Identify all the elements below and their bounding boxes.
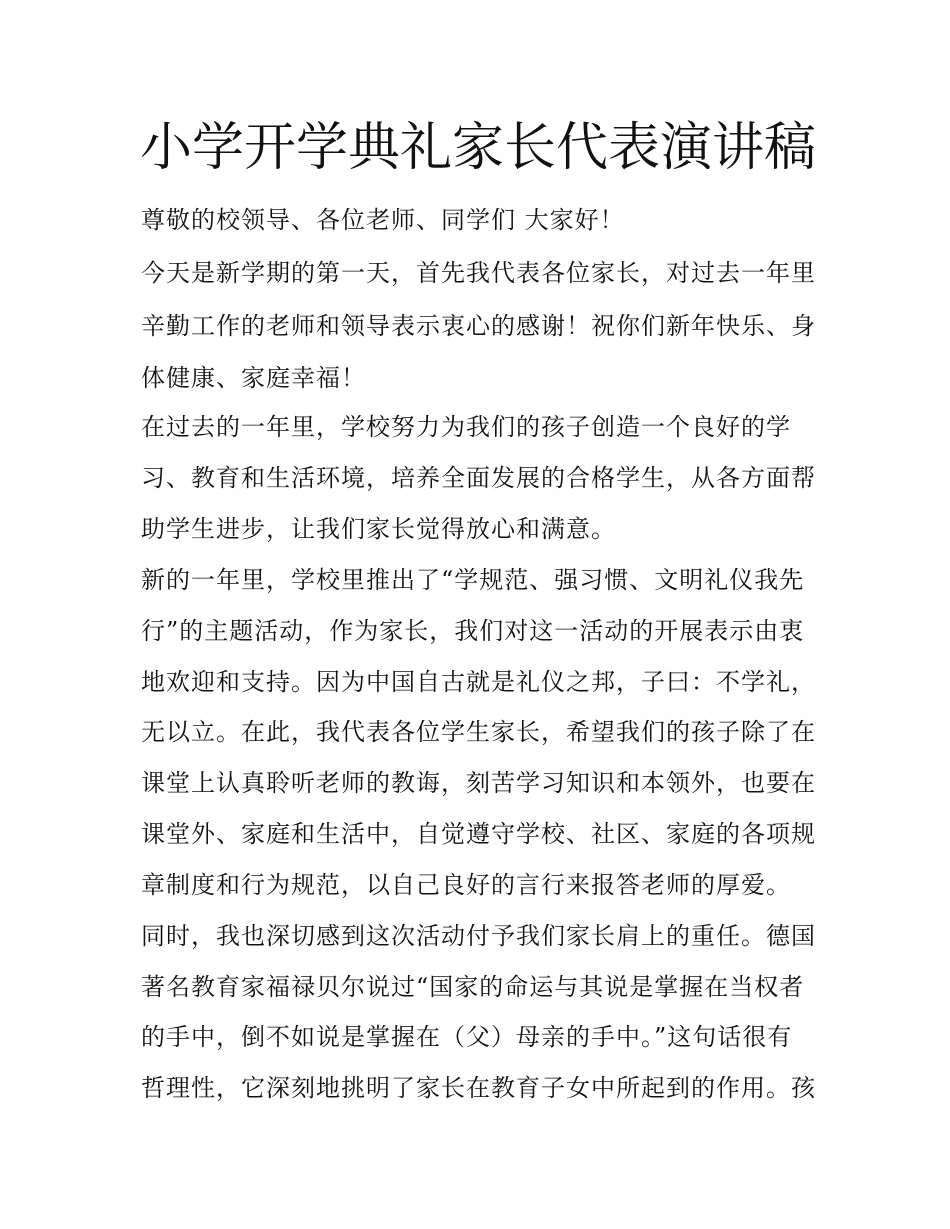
text-line: 课堂外、家庭和生活中，自觉遵守学校、社区、家庭的各项规 [141, 820, 816, 848]
text-line: 助学生进步，让我们家长觉得放心和满意。 [141, 515, 616, 543]
text-line: 行”的主题活动，作为家长，我们对这一活动的开展表示由衷 [141, 617, 805, 645]
text-line: 哲理性，它深刻地挑明了家长在教育子女中所起到的作用。孩 [141, 1074, 816, 1102]
text-line: 章制度和行为规范，以自己良好的言行来报答老师的厚爱。 [141, 871, 791, 899]
text-line: 在过去的一年里，学校努力为我们的孩子创造一个良好的学 [141, 413, 791, 441]
document-title: 小学开学典礼家长代表演讲稿 [140, 118, 817, 178]
text-line: 课堂上认真聆听老师的教诲，刻苦学习知识和本领外，也要在 [141, 769, 816, 797]
text-line: 习、教育和生活环境，培养全面发展的合格学生，从各方面帮 [141, 464, 816, 492]
text-line: 同时，我也深切感到这次活动付予我们家长肩上的重任。德国 [141, 922, 816, 950]
text-line: 体健康、家庭幸福！ [141, 364, 366, 392]
text-line: 地欢迎和支持。因为中国自古就是礼仪之邦，子曰：不学礼， [141, 668, 816, 696]
text-line: 的手中，倒不如说是掌握在（父）母亲的手中。”这句话很有 [141, 1023, 793, 1051]
text-line: 新的一年里，学校里推出了“学规范、强习惯、文明礼仪我先 [141, 566, 805, 594]
text-line: 著名教育家福禄贝尔说过“国家的命运与其说是掌握在当权者 [141, 973, 805, 1001]
text-line: 辛勤工作的老师和领导表示衷心的感谢！祝你们新年快乐、身 [141, 312, 816, 340]
text-line: 无以立。在此，我代表各位学生家长，希望我们的孩子除了在 [141, 718, 816, 746]
text-line: 今天是新学期的第一天，首先我代表各位家长，对过去一年里 [141, 259, 816, 287]
text-line: 尊敬的校领导、各位老师、同学们 大家好！ [141, 206, 625, 234]
